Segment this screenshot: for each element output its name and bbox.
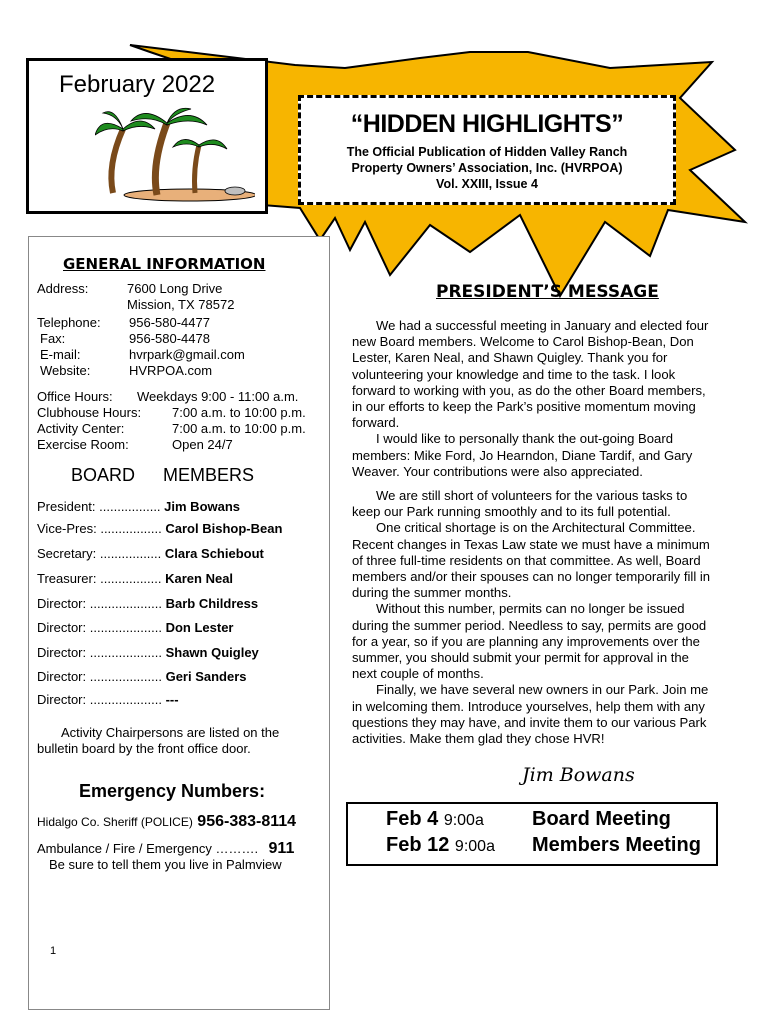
ambulance-label: Ambulance / Fire / Emergency ………. [37, 841, 259, 856]
meeting-time: 9:00a [454, 838, 495, 855]
hours-value: Weekdays 9:00 - 11:00 a.m. [137, 389, 299, 404]
board-role: Secretary: ................. [37, 546, 162, 561]
board-member-row [37, 499, 240, 514]
masthead [298, 95, 676, 205]
general-info-heading: GENERAL INFORMATION [63, 255, 266, 273]
board-role: Director: .................... [37, 669, 162, 684]
sheriff-label: Hidalgo Co. Sheriff (POLICE) [37, 815, 193, 829]
board-member-row [37, 571, 233, 586]
board-member-name: Barb Childress [165, 596, 259, 611]
newsletter-title: “HIDDEN HIGHLIGHTS” [350, 110, 624, 138]
president-signature: Jim Bowans [522, 764, 635, 786]
board-role: Treasurer: ................. [37, 571, 162, 586]
board-member-row [37, 620, 234, 635]
address-label: Address: [37, 281, 89, 296]
date-box [26, 58, 268, 214]
sheriff-number: 956-383-8114 [197, 813, 297, 830]
board-member-name: Don Lester [165, 620, 234, 635]
message-paragraph: I would like to personally thank the out-going Board members: Mike Ford, Jo Hearndon, Diane Tardif, and Gary Weaver. Your contributions were also appreciated. [352, 431, 693, 479]
telephone-label: Telephone: [37, 315, 101, 330]
telephone-value: 956-580-4477 [129, 315, 210, 330]
board-role: Director: .................... [37, 692, 162, 707]
ambulance-row [37, 840, 294, 858]
hours-value: 7:00 a.m. to 10:00 p.m. [172, 421, 306, 436]
address-line-1: 7600 Long Drive [127, 281, 223, 296]
board-member-name: Geri Sanders [165, 669, 247, 684]
issue-date: February 2022 [59, 71, 216, 98]
meetings-box [346, 802, 718, 866]
board-member-row [37, 596, 258, 611]
meeting-date: Feb 12 [386, 834, 450, 856]
address-line-2: Mission, TX 78572 [127, 297, 235, 312]
fax-value: 956-580-4478 [129, 331, 210, 346]
website-label: Website: [40, 363, 91, 378]
meeting-row [386, 808, 671, 831]
meeting-event: Board Meeting [532, 808, 671, 830]
board-title-left: BOARD [71, 465, 136, 485]
board-member-row [37, 645, 259, 660]
page-number: 1 [50, 945, 57, 957]
board-role: Director: .................... [37, 645, 162, 660]
board-member-row [37, 521, 282, 536]
chair-note-line-2: bulletin board by the front office door. [37, 741, 251, 756]
website-value: HVRPOA.com [129, 363, 213, 378]
email-label: E-mail: [40, 347, 81, 362]
emergency-heading: Emergency Numbers: [79, 781, 266, 801]
palm-trees-icon [95, 105, 255, 203]
presidents-message-body [352, 318, 716, 747]
board-role: President: ................. [37, 499, 161, 514]
ambulance-number: 911 [268, 840, 295, 857]
meeting-event: Members Meeting [532, 834, 701, 856]
board-member-row [37, 546, 264, 561]
board-member-name: --- [165, 692, 179, 707]
hours-value: 7:00 a.m. to 10:00 p.m. [172, 405, 306, 420]
sheriff-row [37, 813, 296, 831]
board-role: Director: .................... [37, 596, 162, 611]
hours-label: Exercise Room: [37, 437, 129, 452]
chair-note-line-1: Activity Chairpersons are listed on the [61, 725, 280, 740]
fax-label: Fax: [40, 331, 66, 346]
meeting-row [386, 834, 701, 857]
message-paragraph: We are still short of volunteers for the various tasks to keep our Park running smoothly and to its full potential. [352, 488, 688, 520]
message-paragraph: Finally, we have several new owners in our Park. Join me in welcoming them. Introduce yourselves, help them with any questions they may have, and invite them to our various Park activities. Make them glad they chose HVR! [352, 682, 709, 747]
email-value: hvrpark@gmail.com [129, 347, 245, 362]
volume-issue: Vol. XXIII, Issue 4 [436, 177, 538, 191]
emergency-note: Be sure to tell them you live in Palmview [49, 857, 282, 872]
board-role: Director: .................... [37, 620, 162, 635]
message-paragraph: One critical shortage is on the Architectural Committee. Recent changes in Texas Law state we must have a minimum of three full-time residents on that committee. As well, Board members and/or their spouses can no longer temporarily fill in during the summer months. [352, 520, 711, 601]
meeting-time: 9:00a [443, 812, 484, 829]
board-member-name: Jim Bowans [164, 499, 241, 514]
board-member-name: Clara Schiebout [164, 546, 264, 561]
board-member-name: Carol Bishop-Bean [165, 521, 283, 536]
board-title-right: MEMBERS [163, 465, 255, 485]
subtitle-line-1: The Official Publication of Hidden Valley Ranch [346, 145, 628, 159]
message-paragraph: Without this number, permits can no longer be issued during the summer period. Needless to say, permits are good for a year, so if you are planning any improvements over the summer, you should submit your permit for approval in the next couple of months. [352, 601, 707, 682]
hours-label: Office Hours: [37, 389, 113, 404]
message-paragraph: We had a successful meeting in January and elected four new Board members. Welcome to Carol Bishop-Bean, Don Lester, Karen Neal, and Shawn Quigley. Thank you for volunteering your knowledge and time to the task. I look forward to working with you, as do the other Board members, in our efforts to keep the Park’s positive momentum moving forward. [352, 318, 709, 431]
board-member-row [37, 669, 247, 684]
meeting-date: Feb 4 [386, 808, 439, 830]
presidents-message-heading: PRESIDENT’S MESSAGE [436, 282, 659, 302]
general-info-panel [28, 236, 330, 1010]
subtitle-line-2: Property Owners’ Association, Inc. (HVRPOA) [351, 161, 623, 175]
hours-label: Clubhouse Hours: [37, 405, 142, 420]
board-member-row [37, 692, 179, 707]
board-member-name: Karen Neal [165, 571, 234, 586]
board-role: Vice-Pres: ................. [37, 521, 162, 536]
board-member-name: Shawn Quigley [165, 645, 259, 660]
hours-label: Activity Center: [37, 421, 125, 436]
hours-value: Open 24/7 [172, 437, 233, 452]
